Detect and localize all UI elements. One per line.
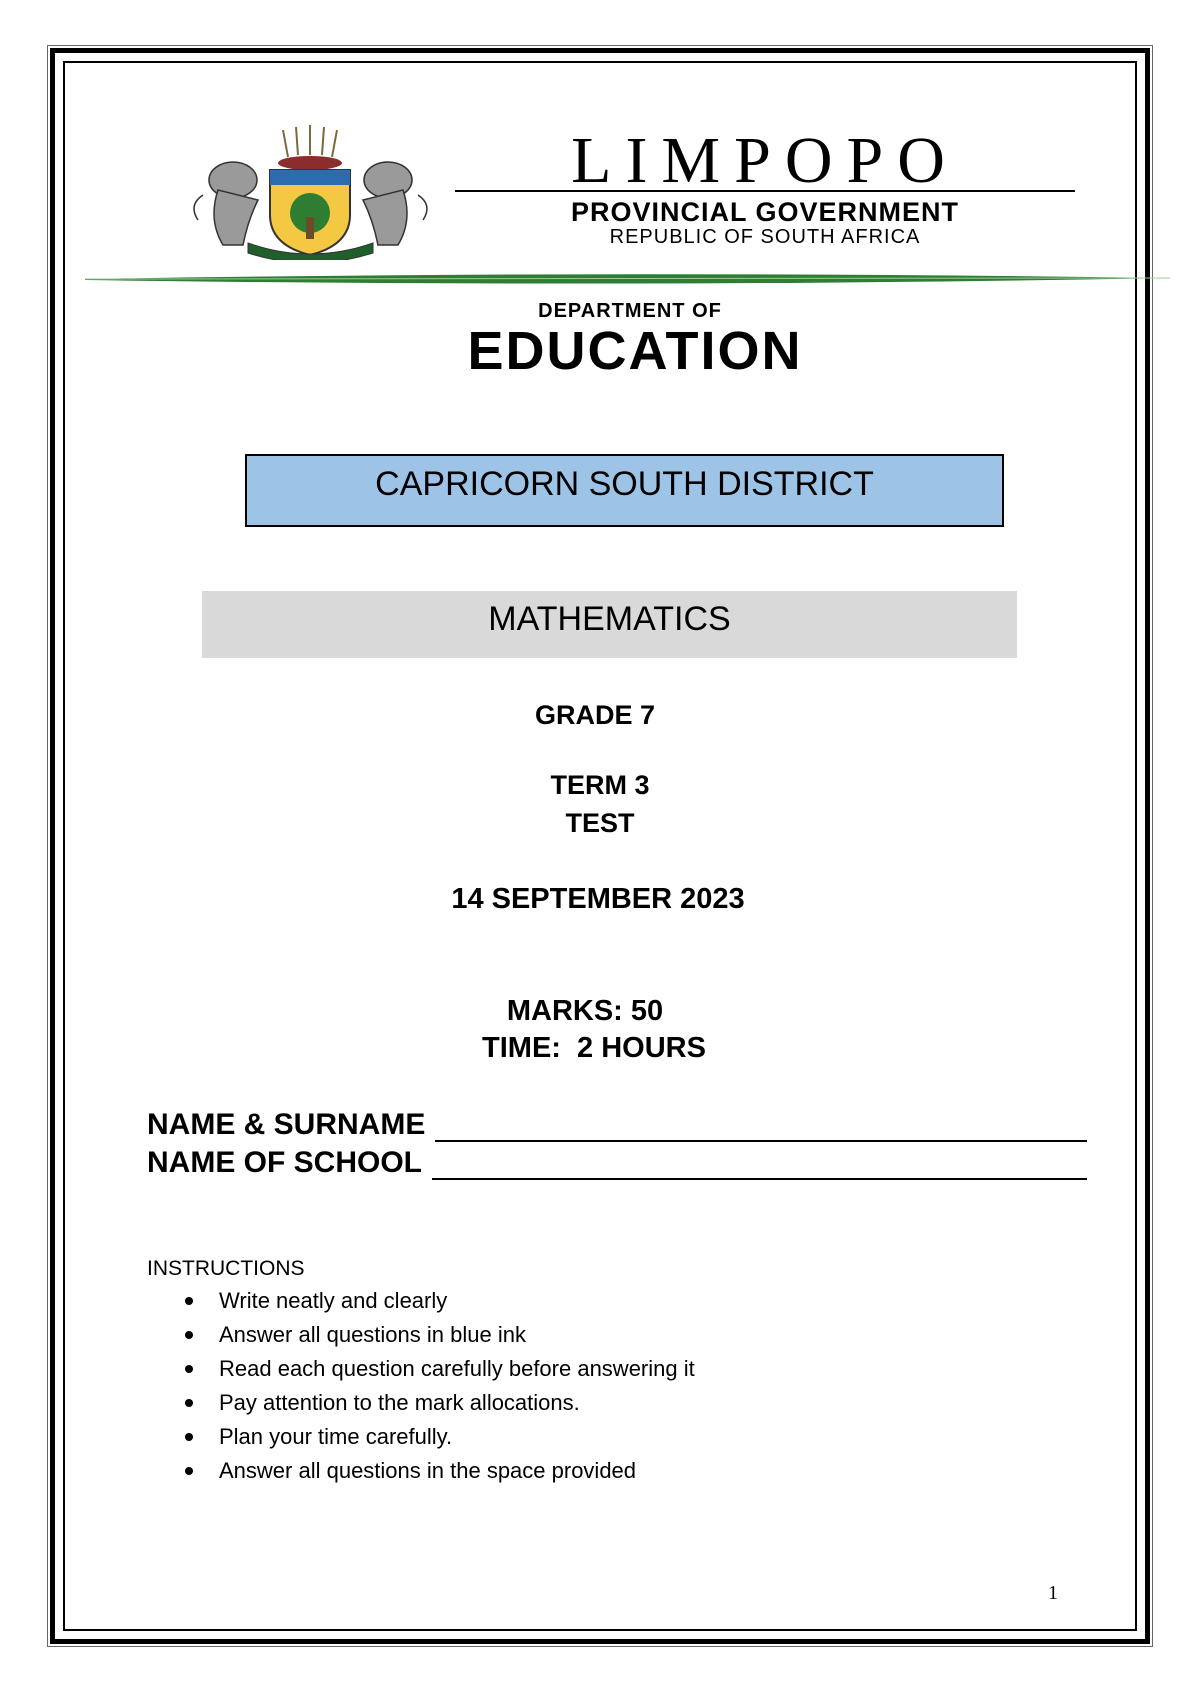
- instruction-item: Plan your time carefully.: [185, 1424, 695, 1458]
- instructions-list: [185, 1288, 695, 1492]
- coat-of-arms-logo: [188, 125, 433, 260]
- name-surname-blank[interactable]: [435, 1114, 1087, 1142]
- assessment-label: TEST: [565, 808, 635, 838]
- country-title: REPUBLIC OF SOUTH AFRICA: [609, 226, 921, 248]
- government-title: PROVINCIAL GOVERNMENT: [570, 197, 960, 227]
- term-label: TERM 3: [550, 770, 650, 800]
- title-rule: [455, 190, 1075, 192]
- right-supporter: [363, 162, 427, 245]
- instruction-item: Answer all questions in the space provided: [185, 1458, 695, 1492]
- wheat-crest: [283, 125, 337, 157]
- school-name-blank[interactable]: [432, 1152, 1087, 1180]
- name-surname-field[interactable]: [147, 1108, 1087, 1142]
- school-name-field[interactable]: [147, 1146, 1087, 1180]
- department-of-label: DEPARTMENT OF: [538, 300, 722, 322]
- green-swoosh-divider: [85, 272, 1170, 286]
- instructions-title: INSTRUCTIONS: [147, 1257, 305, 1280]
- name-surname-label: NAME & SURNAME: [147, 1108, 426, 1141]
- department-title: EDUCATION: [467, 321, 803, 381]
- instruction-item: Write neatly and clearly: [185, 1288, 695, 1322]
- school-name-label: NAME OF SCHOOL: [147, 1146, 422, 1179]
- page-number: 1: [1048, 1582, 1058, 1604]
- left-supporter: [194, 162, 258, 245]
- instruction-item: Pay attention to the mark allocations.: [185, 1390, 695, 1424]
- total-marks: MARKS: 50: [506, 995, 664, 1027]
- grade-label: GRADE 7: [534, 700, 656, 730]
- province-title: LIMPOPO: [571, 124, 959, 197]
- exam-date: 14 SEPTEMBER 2023: [451, 883, 745, 915]
- instruction-item: Read each question carefully before answering it: [185, 1356, 695, 1390]
- district-box: CAPRICORN SOUTH DISTRICT: [245, 454, 1004, 527]
- subject-box: MATHEMATICS: [202, 591, 1017, 658]
- instruction-item: Answer all questions in blue ink: [185, 1322, 695, 1356]
- exam-duration: TIME: 2 HOURS: [482, 1032, 706, 1064]
